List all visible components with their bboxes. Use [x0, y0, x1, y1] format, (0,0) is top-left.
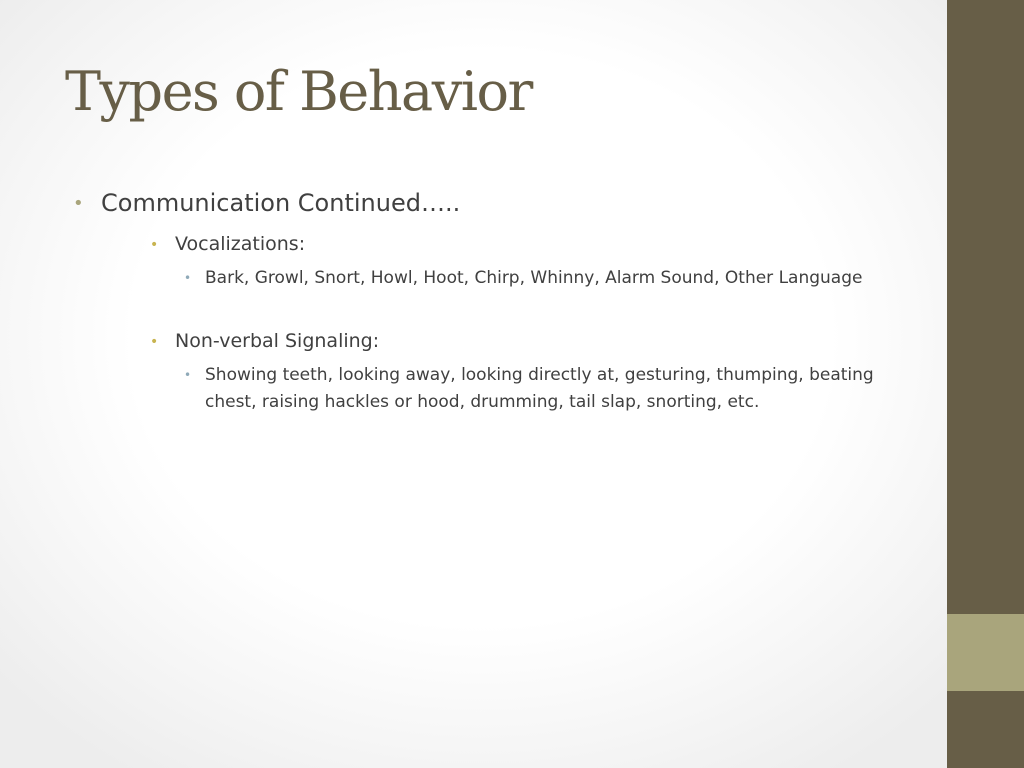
bullet-dot-icon: • [73, 193, 84, 214]
bullet-text: Showing teeth, looking away, looking directly at, gesturing, thumping, beating chest, raising hackles or hood, drumming, tail slap, snorting, etc. [205, 365, 874, 412]
bullet-level2-vocalizations [150, 231, 920, 257]
bullet-dot-icon: • [150, 334, 159, 350]
bullet-text: Vocalizations: [175, 233, 306, 255]
bullet-dot-icon: • [184, 368, 192, 382]
sidebar-accent-block [947, 614, 1024, 691]
bullet-text: Non-verbal Signaling: [175, 330, 380, 352]
bullet-level2-nonverbal-signaling [150, 328, 920, 354]
bullet-level3-vocalization-examples [184, 265, 874, 292]
bullet-dot-icon: • [184, 271, 192, 285]
slide-title: Types of Behavior [65, 60, 532, 123]
bullet-level3-nonverbal-examples [184, 362, 874, 416]
bullet-dot-icon: • [150, 237, 159, 253]
bullet-level1-communication [73, 187, 913, 219]
bullet-text: Communication Continued….. [101, 189, 461, 217]
bullet-text: Bark, Growl, Snort, Howl, Hoot, Chirp, Whinny, Alarm Sound, Other Language [205, 268, 863, 288]
